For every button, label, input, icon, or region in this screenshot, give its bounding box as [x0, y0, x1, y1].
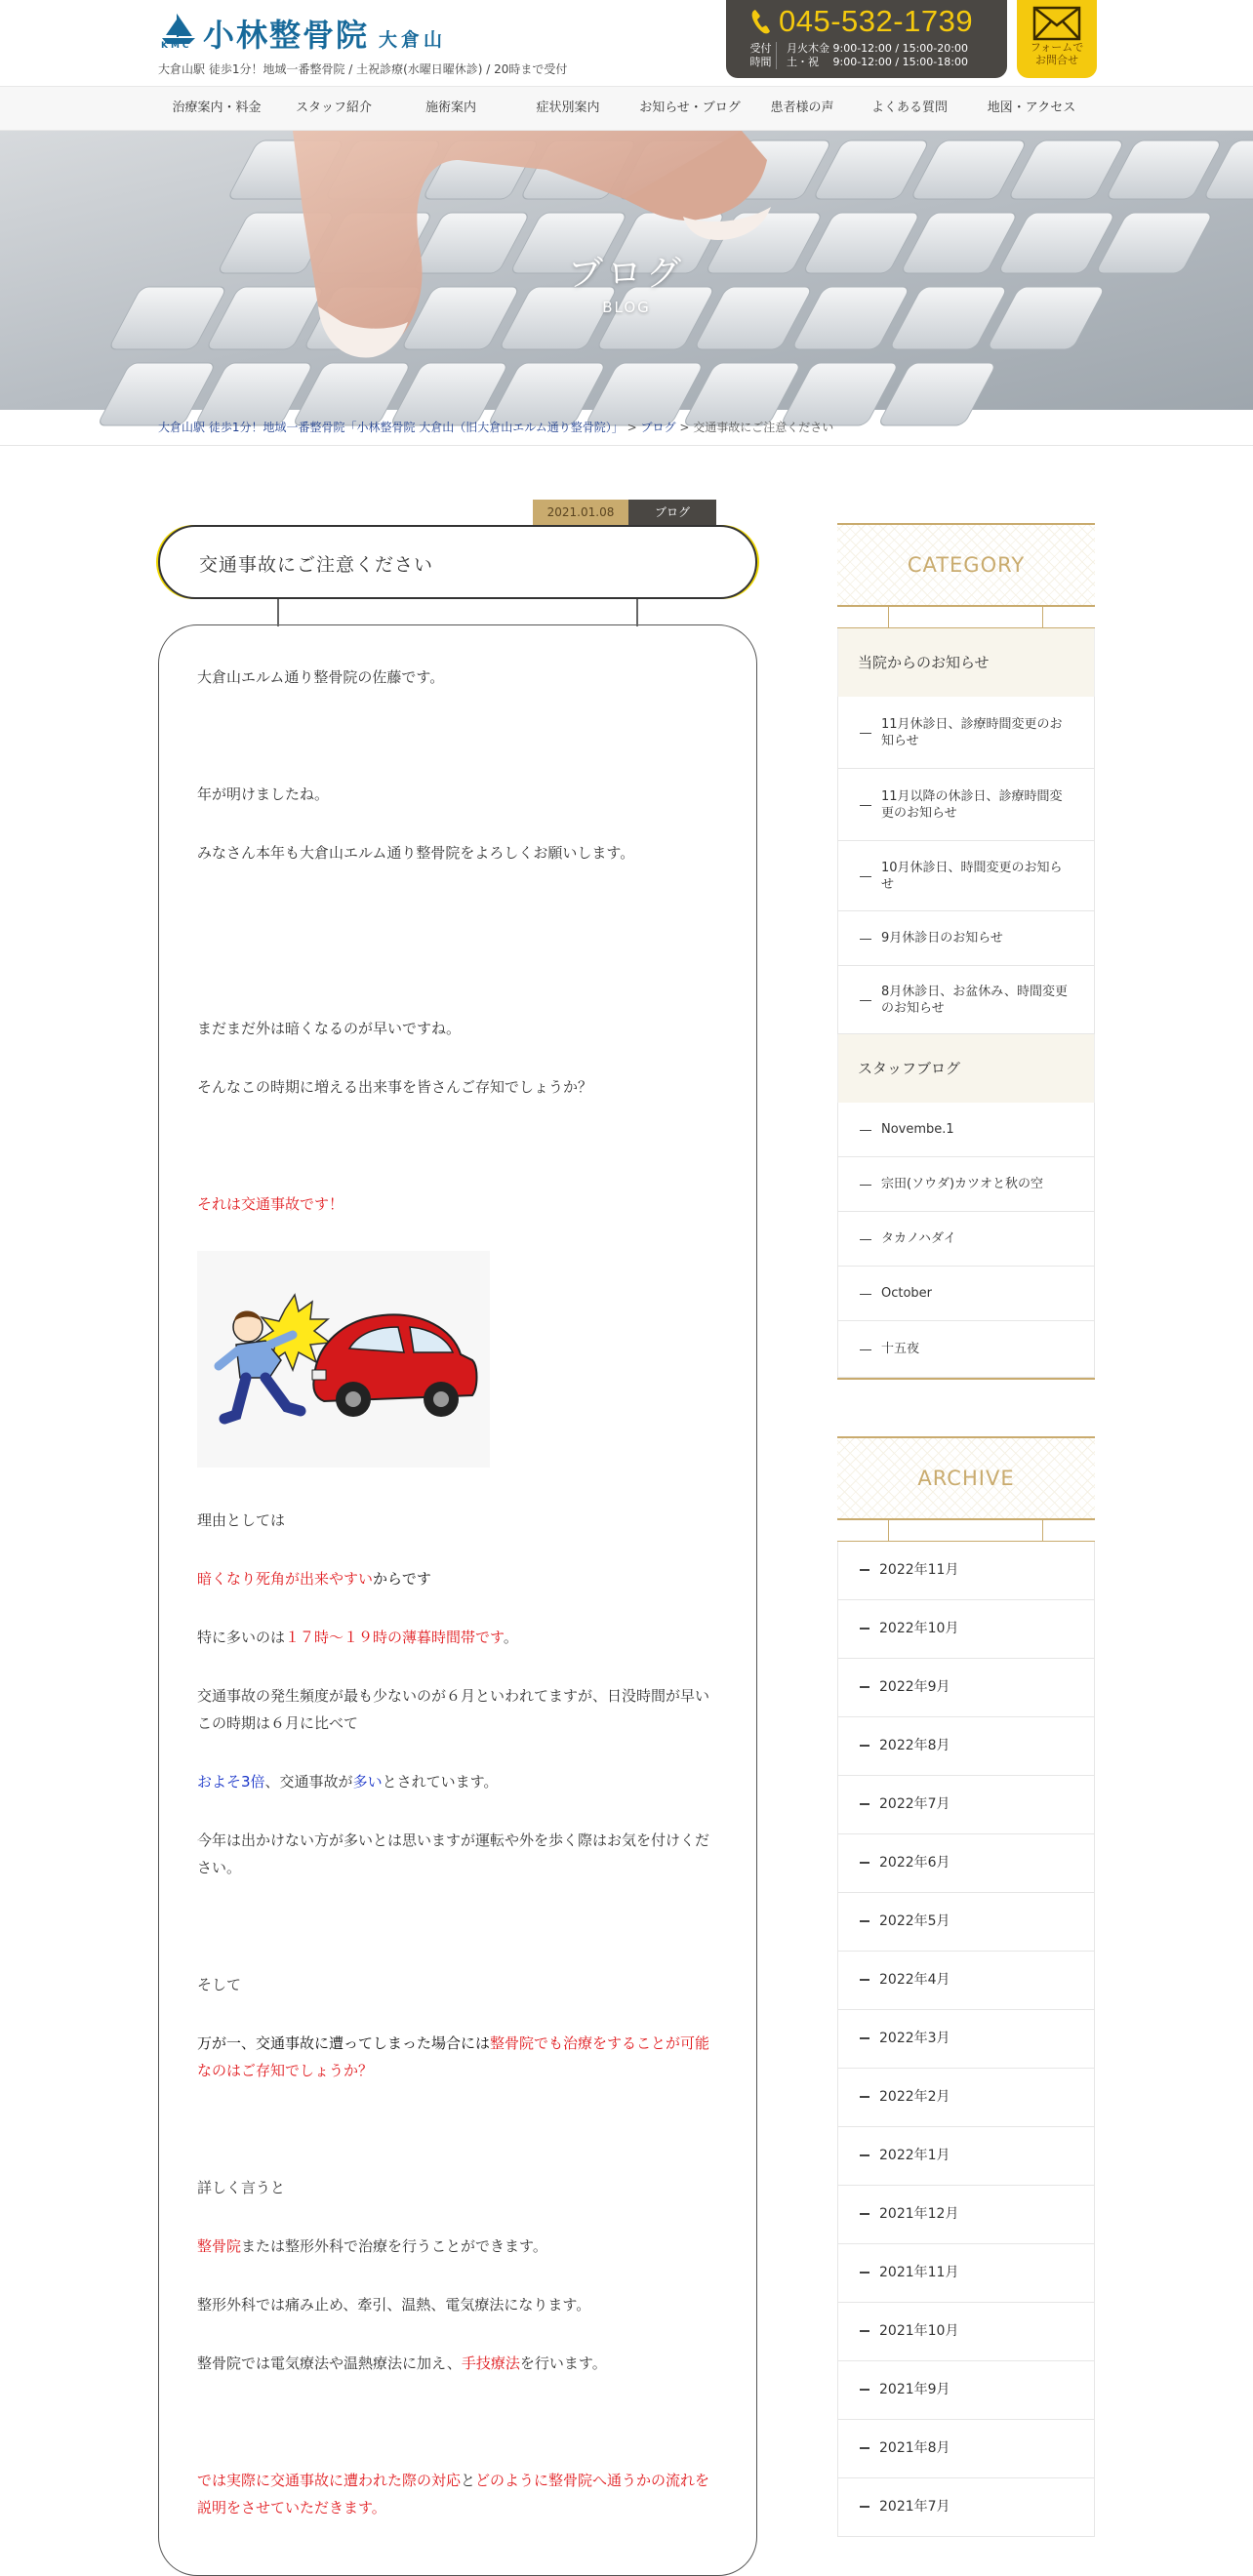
text-red: どのように整骨院へ通うかの流れを説明をさせていただきます。 — [197, 2472, 710, 2516]
text-plain: と — [461, 2472, 476, 2489]
breadcrumb-sep: > — [623, 421, 641, 434]
sidebar-post-link[interactable]: 十五夜 — [837, 1321, 1095, 1378]
post-title: 交通事故にご注意ください — [199, 554, 434, 576]
archive-link[interactable]: 2022年2月 — [837, 2069, 1095, 2127]
post-date: 2021.01.08 — [533, 500, 628, 525]
hero-subtitle: BLOG — [602, 299, 651, 316]
paragraph: 交通事故の発生頻度が最も少ないのが６月といわれてますが、日没時間が早いこの時期は６月に比べて — [197, 1687, 710, 1732]
archive-link[interactable]: 2021年12月 — [837, 2186, 1095, 2244]
category-group-news[interactable]: 当院からのお知らせ — [837, 628, 1095, 697]
paragraph — [197, 2467, 718, 2521]
logo-kmc: KMC — [161, 41, 192, 51]
hero-banner — [0, 131, 1253, 410]
archive-link[interactable]: 2022年9月 — [837, 1659, 1095, 1717]
archive-link[interactable]: 2021年9月 — [837, 2361, 1095, 2420]
text-plain: とされています。 — [382, 1773, 499, 1791]
archive-link[interactable]: 2022年3月 — [837, 2010, 1095, 2069]
text-plain: 特に多いのは — [197, 1629, 286, 1646]
paragraph: まだまだ外は暗くなるのが早いですね。 — [197, 1020, 462, 1037]
paragraph: そして — [197, 1976, 242, 1993]
archive-link[interactable]: 2022年1月 — [837, 2127, 1095, 2186]
header-tagline: 大倉山駅 徒歩1分！地域一番整骨院 / 土祝診療(水曜日曜休診) / 20時まで受付 — [158, 62, 568, 76]
archive-link[interactable]: 2022年6月 — [837, 1834, 1095, 1893]
archive-link[interactable]: 2022年5月 — [837, 1893, 1095, 1952]
sidebar-post-link[interactable]: 10月休診日、時間変更のお知らせ — [837, 841, 1095, 911]
paragraph: 整形外科では痛み止め、牽引、温熱、電気療法になります。 — [197, 2296, 591, 2314]
breadcrumb-home[interactable]: 大倉山駅 徒歩1分！地域一番整骨院「小林整骨院 大倉山（旧大倉山エルム通り整骨院）」 — [158, 421, 624, 434]
nav-item-faq[interactable]: よくある質問 — [870, 101, 948, 115]
nav-item-services[interactable]: 施術案内 — [424, 101, 476, 115]
category-heading — [837, 523, 1095, 607]
nav-item-news-blog[interactable]: お知らせ・ブログ — [639, 101, 741, 115]
archive-link[interactable]: 2021年10月 — [837, 2303, 1095, 2361]
paragraph: 大倉山エルム通り整骨院の佐藤です。 — [197, 668, 445, 686]
accident-illustration — [197, 1251, 490, 1468]
nav-item-staff[interactable]: スタッフ紹介 — [295, 101, 372, 115]
text-plain: からです — [373, 1570, 431, 1588]
paragraph: 年が明けましたね。 — [197, 785, 330, 803]
paragraph — [197, 2030, 718, 2084]
text-red: 整骨院でも治療をすることが可能なのはご存知でしょうか？ — [197, 2034, 710, 2079]
mail-icon — [1032, 6, 1081, 41]
text-blue: およそ3倍 — [197, 1773, 265, 1791]
sidebar-post-link[interactable]: October — [837, 1267, 1095, 1321]
nav-item-voice[interactable]: 患者様の声 — [770, 101, 834, 115]
sidebar-post-link[interactable]: タカノハダイ — [837, 1212, 1095, 1267]
archive-link[interactable]: 2021年7月 — [837, 2478, 1095, 2537]
paragraph: みなさん本年も大倉山エルム通り整骨院をよろしくお願いします。 — [197, 844, 635, 862]
archive-link[interactable]: 2022年10月 — [837, 1600, 1095, 1659]
archive-link[interactable]: 2022年11月 — [837, 1542, 1095, 1600]
text-plain: または整形外科で治療を行うことができます。 — [241, 2237, 547, 2255]
archive-link[interactable]: 2021年11月 — [837, 2244, 1095, 2303]
connector-left — [277, 599, 279, 626]
breadcrumb — [158, 410, 1095, 445]
text-plain: を行います。 — [519, 2355, 607, 2372]
paragraph: そんなこの時期に増える出来事を皆さんご存知でしょうか？ — [197, 1078, 593, 1096]
phone-icon — [749, 7, 773, 36]
text-plain: 万が一、交通事故に遭ってしまった場合には — [197, 2034, 491, 2052]
paragraph: 今年は出かけない方が多いとは思いますが運転や外を歩く際はお気を付けください。 — [197, 1831, 710, 1876]
archive-link[interactable]: 2022年8月 — [837, 1717, 1095, 1776]
archive-heading-text: ARCHIVE — [917, 1467, 1015, 1490]
paragraph — [197, 1768, 718, 1795]
site-header — [0, 0, 1253, 86]
logo-sub-text: 大倉山 — [379, 29, 447, 51]
category-group-staff-blog[interactable]: スタッフブログ — [837, 1034, 1095, 1103]
hours-label-1: 受付 — [749, 42, 772, 55]
archive-heading — [837, 1436, 1095, 1520]
tel-box[interactable] — [726, 0, 1007, 78]
logo-main-text: 小林整骨院 — [203, 17, 370, 54]
text-plain: 。 — [503, 1629, 518, 1646]
archive-link[interactable]: 2021年8月 — [837, 2420, 1095, 2478]
sidebar-post-link[interactable]: 11月以降の休診日、診療時間変更のお知らせ — [837, 769, 1095, 841]
sidebar-post-link[interactable]: 宗田(ソウダ)カツオと秋の空 — [837, 1157, 1095, 1212]
global-nav — [0, 86, 1253, 131]
text-blue: 多い — [352, 1773, 383, 1791]
sidebar-post-link[interactable]: 9月休診日のお知らせ — [837, 911, 1095, 966]
paragraph — [197, 1624, 718, 1651]
divider — [837, 1378, 1095, 1380]
nav-item-access[interactable]: 地図・アクセス — [987, 101, 1076, 115]
paragraph: 詳しく言うと — [197, 2179, 286, 2196]
archive-tabs — [837, 1520, 1095, 1542]
paragraph — [197, 1565, 718, 1592]
nav-item-treatment[interactable]: 治療案内・料金 — [172, 101, 262, 115]
nav-item-symptoms[interactable]: 症状別案内 — [536, 101, 600, 115]
breadcrumb-current: 交通事故にご注意ください — [693, 421, 834, 434]
category-heading-text: CATEGORY — [907, 553, 1026, 577]
category-tabs — [837, 607, 1095, 628]
form-label-1: フォームで — [1030, 41, 1084, 54]
post-body — [158, 624, 757, 2576]
breadcrumb-sep: > — [675, 421, 694, 434]
paragraph — [197, 2233, 718, 2260]
paragraph-highlight: それは交通事故です！ — [197, 1195, 344, 1213]
text-red: では実際に交通事故に遭われた際の対応 — [197, 2472, 462, 2489]
post-category[interactable]: ブログ — [628, 500, 716, 525]
text-red: 暗くなり死角が出来やすい — [197, 1570, 374, 1588]
archive-link[interactable]: 2022年7月 — [837, 1776, 1095, 1834]
text-plain: 、交通事故が — [264, 1773, 353, 1791]
breadcrumb-blog[interactable]: ブログ — [640, 421, 676, 434]
text-plain: 整骨院では電気療法や温熱療法に加え、 — [197, 2355, 462, 2372]
tel-number[interactable]: 045-532-1739 — [779, 4, 974, 38]
text-red: 整骨院 — [197, 2237, 242, 2255]
text-red: １７時～１９時の薄暮時間帯です — [285, 1629, 504, 1646]
sidebar-post-link[interactable]: Novembe.1 — [837, 1103, 1095, 1157]
hours-weekday: 月火木金 9:00-12:00 / 15:00-20:00 — [787, 42, 968, 55]
text-red: 手技療法 — [461, 2355, 520, 2372]
paragraph: 理由としては — [197, 1511, 286, 1529]
hours-label-2: 時間 — [749, 56, 772, 68]
paragraph — [197, 2350, 718, 2377]
archive-link[interactable]: 2022年4月 — [837, 1952, 1095, 2010]
contact-form-button[interactable] — [1017, 0, 1097, 78]
hero-title: ブログ — [567, 254, 685, 294]
site-logo[interactable] — [158, 12, 446, 55]
sidebar-post-link[interactable]: 11月休診日、診療時間変更のお知らせ — [837, 697, 1095, 769]
connector-right — [636, 599, 638, 626]
divider — [0, 445, 1253, 446]
form-label-2: お問合せ — [1035, 54, 1078, 66]
sidebar-post-link[interactable]: 8月休診日、お盆休み、時間変更のお知らせ — [837, 966, 1095, 1034]
post-title-box — [158, 525, 757, 599]
hours-weekend: 土・祝 9:00-12:00 / 15:00-18:00 — [787, 56, 968, 68]
